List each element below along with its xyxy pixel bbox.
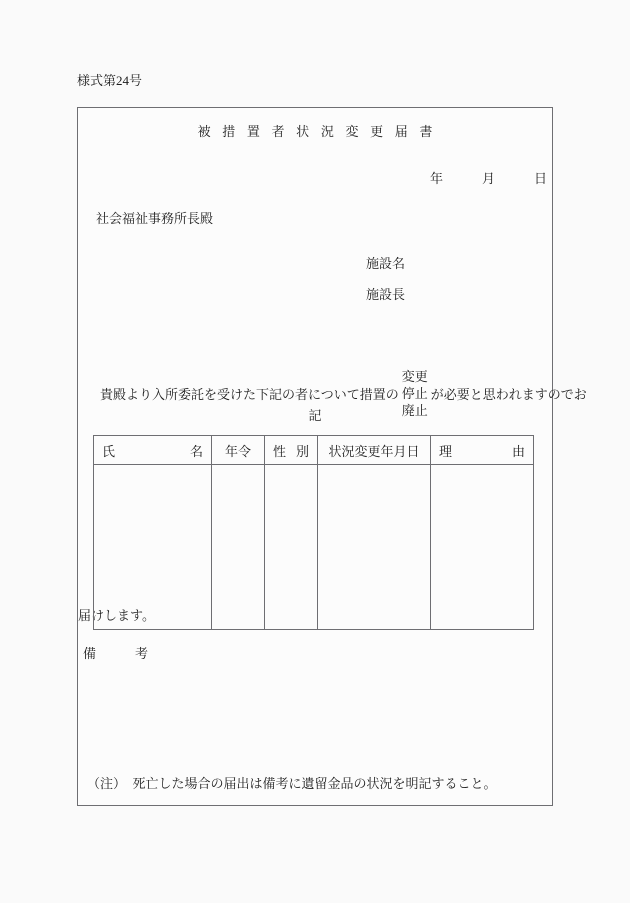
option-teishi[interactable]: 停止	[401, 386, 428, 401]
column-header-change-date	[318, 436, 431, 465]
column-header-change-date-label: 状況変更年月日	[328, 443, 420, 459]
footnote: （注） 死亡した場合の届出は備考に遺留金品の状況を明記すること。	[87, 776, 497, 791]
table-header-row	[94, 436, 534, 465]
column-header-age	[212, 436, 265, 465]
date-line: 年 月 日	[430, 171, 548, 186]
facility-name-label: 施設名	[366, 256, 406, 271]
column-header-gender-inner	[265, 441, 317, 460]
table-row	[94, 465, 534, 630]
addressee-line: 社会福祉事務所長殿	[96, 211, 214, 226]
subject-table	[93, 435, 534, 630]
column-header-reason-inner	[431, 441, 533, 460]
column-header-age-label: 年令	[224, 443, 251, 459]
column-header-reason-right: 由	[511, 443, 525, 459]
cell-reason[interactable]	[431, 465, 534, 630]
document-frame	[77, 107, 587, 806]
body-trail-text: が必要と思われますのでお	[430, 387, 587, 402]
body-lead-text: 貴殿より入所委託を受けた下記の者について措置の	[100, 387, 399, 402]
cell-name[interactable]	[94, 465, 212, 630]
column-header-name	[94, 436, 212, 465]
column-header-gender-right: 別	[295, 443, 309, 459]
facility-head-label: 施設長	[366, 287, 406, 302]
form-number: 様式第24号	[77, 73, 143, 88]
page-title: 被 措 置 者 状 況 変 更 届 書	[197, 124, 437, 139]
body-tail-text: 届けします。	[78, 608, 155, 623]
column-header-name-right: 名	[189, 443, 203, 459]
cell-age[interactable]	[212, 465, 265, 630]
document-inner	[78, 108, 587, 805]
option-haishi[interactable]: 廃止	[401, 403, 428, 418]
column-header-name-inner	[94, 441, 211, 460]
option-henkou[interactable]: 変更	[401, 369, 428, 384]
column-header-name-left: 氏	[102, 443, 116, 459]
column-header-reason	[431, 436, 534, 465]
remarks-label: 備 考	[83, 646, 149, 661]
column-header-reason-left: 理	[439, 443, 453, 459]
cell-change-date[interactable]	[318, 465, 431, 630]
cell-gender[interactable]	[265, 465, 318, 630]
column-header-gender	[265, 436, 318, 465]
column-header-gender-left: 性	[273, 443, 287, 459]
ki-mark: 記	[308, 408, 322, 423]
